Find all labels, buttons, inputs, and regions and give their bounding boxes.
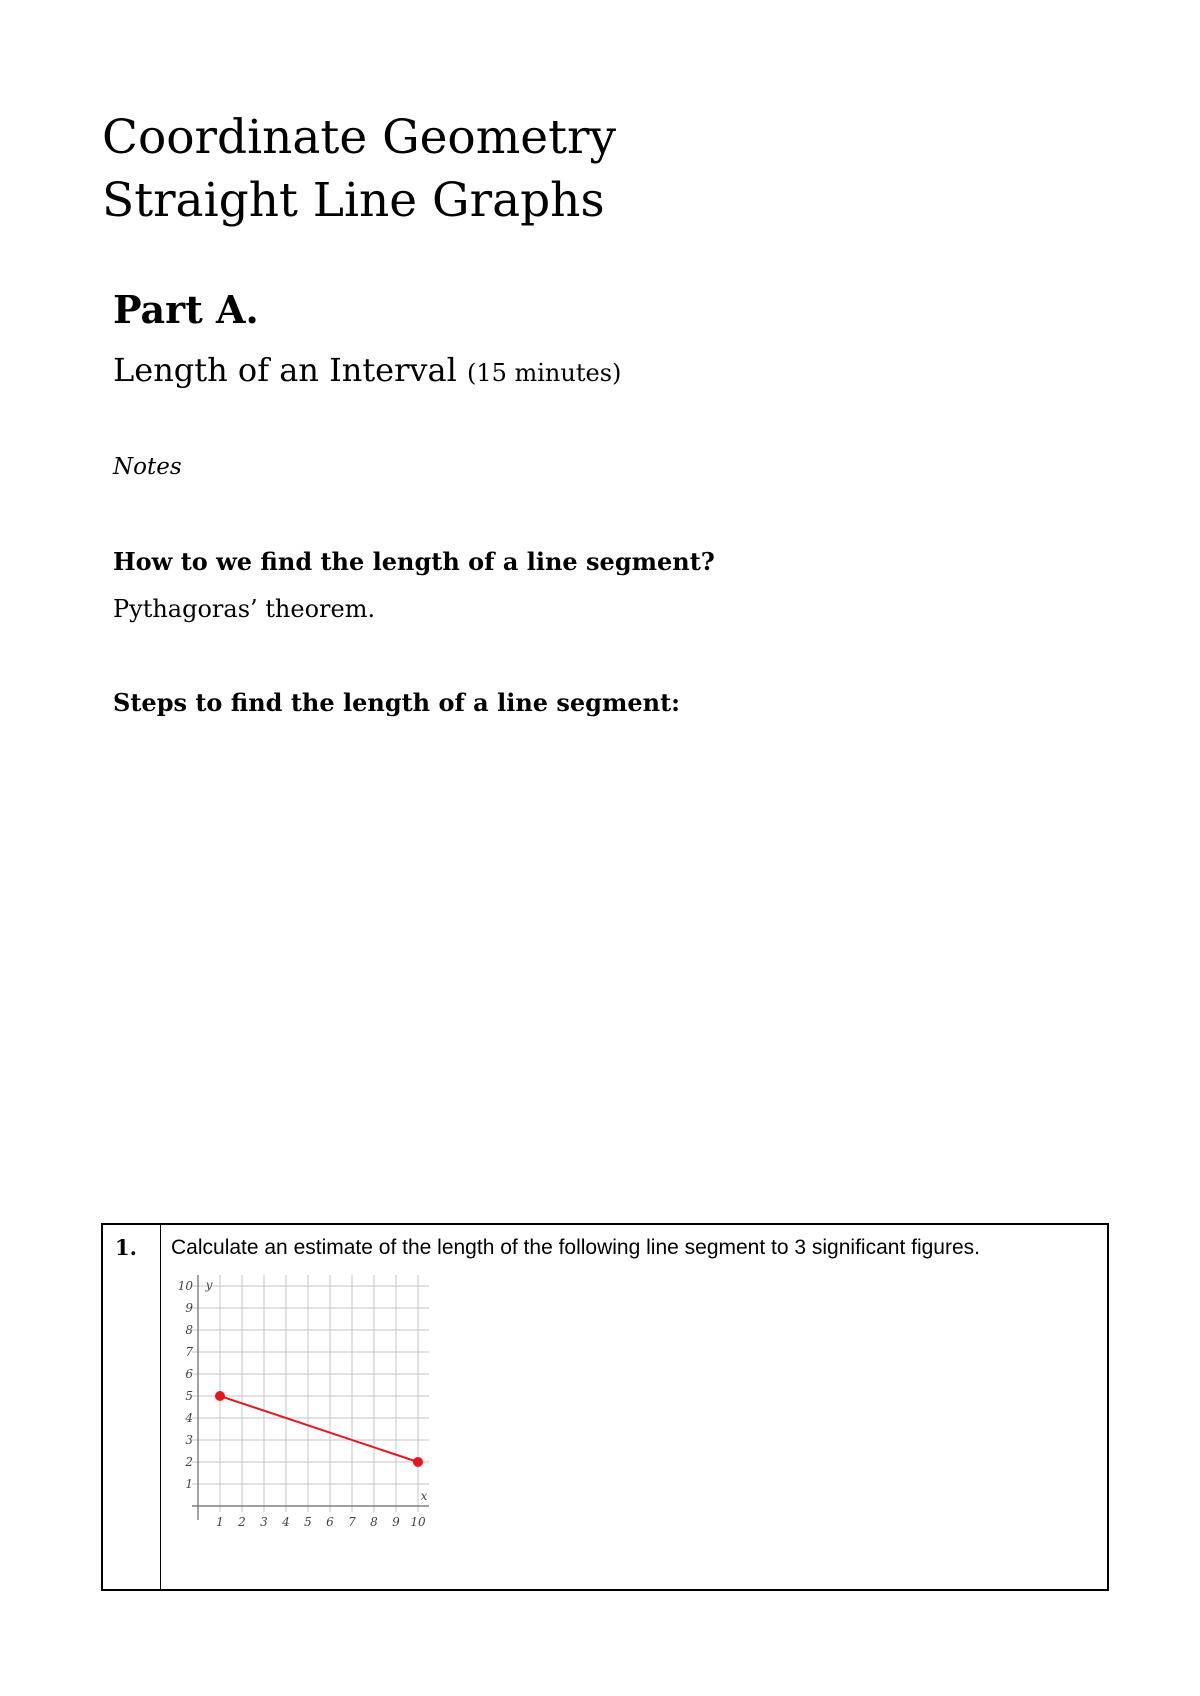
table-column-divider bbox=[160, 1225, 161, 1589]
section-duration: (15 minutes) bbox=[466, 359, 622, 387]
question-number: 1. bbox=[115, 1235, 137, 1260]
line-segment-graph bbox=[169, 1271, 469, 1551]
y-axis-label: y bbox=[205, 1278, 213, 1292]
x-tick-label: 8 bbox=[370, 1515, 378, 1529]
answer-text: Pythagoras’ theorem. bbox=[113, 595, 376, 623]
y-tick-label: 4 bbox=[185, 1411, 193, 1425]
y-tick-label: 8 bbox=[185, 1323, 193, 1337]
x-tick-label: 7 bbox=[348, 1515, 356, 1529]
question-heading: How to we find the length of a line segment? bbox=[113, 547, 715, 576]
line-segment bbox=[220, 1396, 418, 1462]
x-tick-label: 6 bbox=[326, 1515, 334, 1529]
section-title-text: Length of an Interval bbox=[113, 351, 457, 389]
segment-endpoint bbox=[413, 1457, 423, 1467]
x-tick-label: 4 bbox=[282, 1515, 290, 1529]
x-tick-label: 1 bbox=[216, 1515, 224, 1529]
section-title bbox=[113, 348, 621, 395]
x-tick-label: 5 bbox=[304, 1515, 312, 1529]
y-tick-label: 2 bbox=[185, 1455, 193, 1469]
notes-label: Notes bbox=[113, 454, 182, 480]
x-tick-label: 3 bbox=[260, 1515, 268, 1529]
x-tick-label: 9 bbox=[392, 1515, 400, 1529]
document-title bbox=[102, 106, 616, 232]
y-tick-label: 1 bbox=[185, 1477, 193, 1491]
question-text: Calculate an estimate of the length of the following line segment to 3 significant figures. bbox=[171, 1236, 980, 1259]
title-line-1: Coordinate Geometry bbox=[102, 110, 617, 165]
x-tick-label: 10 bbox=[410, 1515, 426, 1529]
steps-heading: Steps to find the length of a line segment: bbox=[113, 688, 681, 717]
x-tick-label: 2 bbox=[238, 1515, 246, 1529]
y-tick-label: 6 bbox=[185, 1367, 193, 1381]
y-tick-label: 9 bbox=[185, 1301, 193, 1315]
part-heading: Part A. bbox=[113, 287, 259, 332]
segment-endpoint bbox=[215, 1391, 225, 1401]
question-table bbox=[101, 1223, 1109, 1591]
y-tick-label: 5 bbox=[185, 1389, 193, 1403]
y-tick-label: 10 bbox=[177, 1279, 193, 1293]
x-axis-label: x bbox=[420, 1489, 428, 1503]
y-tick-label: 3 bbox=[185, 1433, 193, 1447]
title-line-2: Straight Line Graphs bbox=[102, 173, 605, 228]
y-tick-label: 7 bbox=[185, 1345, 193, 1359]
